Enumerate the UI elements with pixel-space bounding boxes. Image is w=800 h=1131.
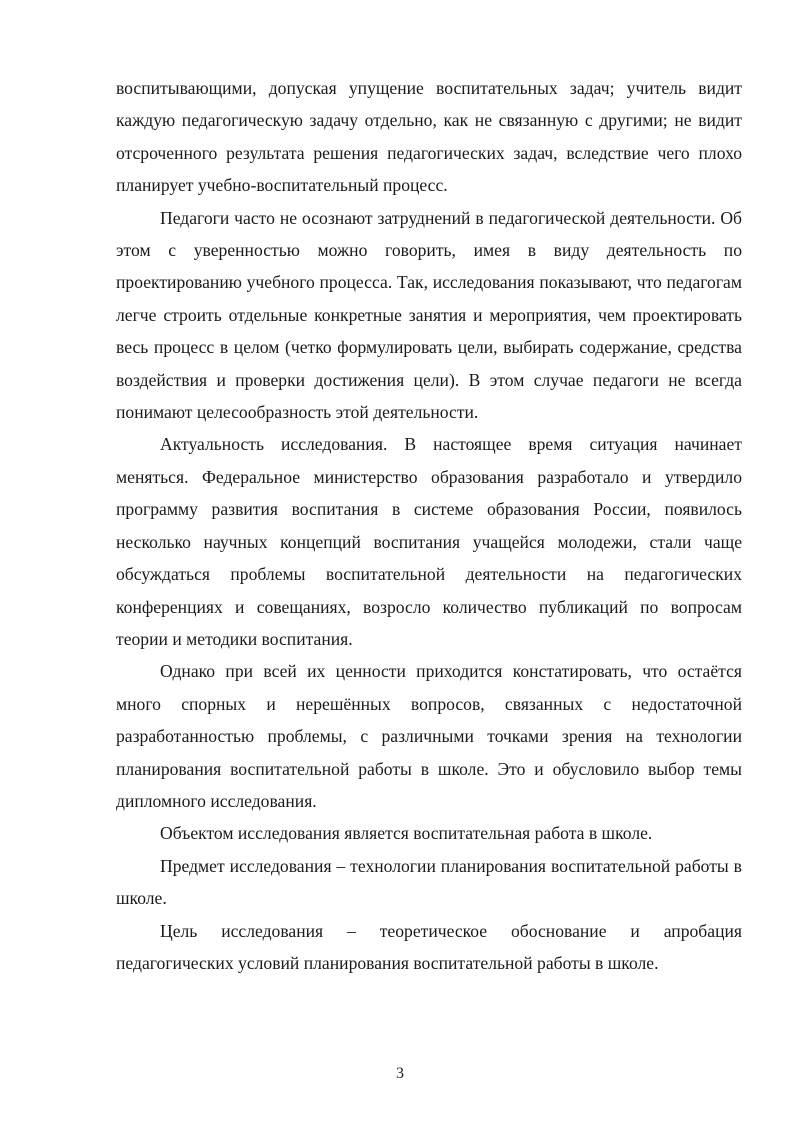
paragraph-2: Педагоги часто не осознают затруднений в педагогической деятельности. Об этом с уверенностью можно говорить, имея в виду деятельность по проектированию учебного процесса. Так, исследования показывают, что педагогам легче строить отдельные конкретные занятия и мероприятия, чем проектировать весь процесс в целом (четко формулировать цели, выбирать содержание, средства воздействия и проверки достижения цели). В этом случае педагоги не всегда понимают целесообразность этой деятельности. (116, 207, 742, 423)
paragraph-4: Однако при всей их ценности приходится констатировать, что остаётся много спорных и нерешённых вопросов, связанных с недостаточной разработанностью проблемы, с различными точками зрения на технологии планирования воспитательной работы в школе. Это и обусловило выбор темы дипломного исследования. (116, 661, 742, 811)
paragraph-1: воспитывающими, допуская упущение воспитательных задач; учитель видит каждую педагогическую задачу отдельно, как не связанную с другими; не видит отсроченного результата решения педагогических задач, вследствие чего плохо планирует учебно-воспитательный процесс. (116, 78, 742, 196)
document-page (116, 72, 742, 979)
paragraph-7: Цель исследования – теоретическое обоснование и апробация педагогических условий планирования воспитательной работы в школе. (116, 920, 742, 973)
paragraph-6: Предмет исследования – технологии планирования воспитательной работы в школе. (116, 855, 742, 909)
paragraph-3: Актуальность исследования. В настоящее время ситуация начинает меняться. Федеральное министерство образования разработало и утвердило программу развития воспитания в системе образования России, появилось несколько научных концепций воспитания учащейся молодежи, стали чаще обсуждаться проблемы воспитательной деятельности на педагогических конференциях и совещаниях, возросло количество публикаций по вопросам теории и методики воспитания. (116, 434, 742, 649)
paragraph-5: Объектом исследования является воспитательная работа в школе. (160, 823, 653, 844)
page-number: 3 (396, 1065, 404, 1082)
